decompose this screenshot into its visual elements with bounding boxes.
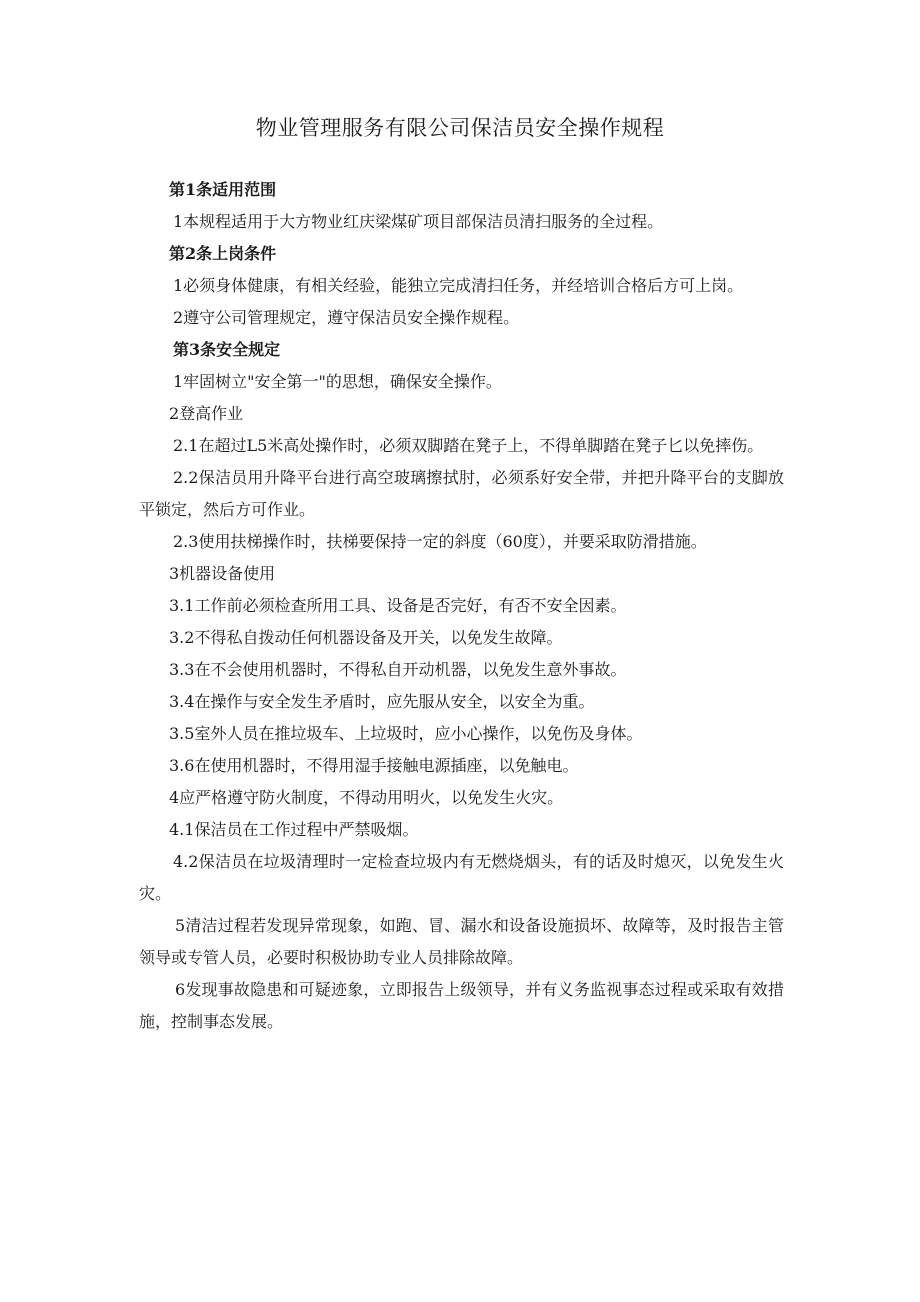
section-3-item-4: 4应严格遵守防火制度，不得动用明火，以免发生火灾。 bbox=[169, 788, 564, 807]
section-3-item-3-6: 3.6在使用机器时，不得用湿手接触电源插座，以免触电。 bbox=[169, 756, 579, 775]
section-3-item-2-1: 2.1在超过L5米高处操作时，必须双脚踏在凳子上，不得单脚踏在凳子匕以免摔伤。 bbox=[173, 436, 764, 455]
document-title: 物业管理服务有限公司保洁员安全操作规程 bbox=[255, 116, 665, 140]
section-3-item-4-1: 4.1保洁员在工作过程中严禁吸烟。 bbox=[169, 820, 419, 839]
section-3-heading: 第3条安全规定 bbox=[173, 340, 281, 359]
section-3-item-3-3: 3.3在不会使用机器时，不得私自开动机器，以免发生意外事故。 bbox=[169, 660, 627, 679]
document-body bbox=[139, 174, 784, 1038]
section-2-item-1: 1必须身体健康，有相关经验，能独立完成清扫任务，并经培训合格后方可上岗。 bbox=[173, 276, 744, 295]
section-3-item-5: 5清洁过程若发现异常现象，如跑、冒、漏水和设备设施损坏、故障等，及时报告主管领导或专管人员，必要时积极协助专业人员排除故障。 bbox=[139, 916, 784, 967]
section-3-item-3-4: 3.4在操作与安全发生矛盾时，应先服从安全，以安全为重。 bbox=[169, 692, 595, 711]
section-3-item-3-1: 3.1工作前必须检查所用工具、设备是否完好，有否不安全因素。 bbox=[169, 596, 627, 615]
section-3-item-2: 2登高作业 bbox=[169, 404, 244, 423]
section-3-item-3-5: 3.5室外人员在推垃圾车、上垃圾时，应小心操作，以免伤及身体。 bbox=[169, 724, 643, 743]
section-3-item-1: 1牢固树立"安全第一"的思想，确保安全操作。 bbox=[173, 372, 502, 391]
section-3-item-3-2: 3.2不得私自拨动任何机器设备及开关，以免发生故障。 bbox=[169, 628, 563, 647]
section-3-item-2-3: 2.3使用扶梯操作时，扶梯要保持一定的斜度（60度），并要采取防滑措施。 bbox=[173, 532, 707, 551]
section-3-item-2-2: 2.2保洁员用升降平台进行高空玻璃擦拭肘，必须系好安全带，并把升降平台的支脚放平锁定，然后方可作业。 bbox=[139, 468, 784, 519]
section-1-heading: 第1条适用范围 bbox=[169, 180, 277, 199]
section-3-item-4-2: 4.2保洁员在垃圾清理时一定检查垃圾内有无燃烧烟头，有的话及时熄灭，以免发生火灾。 bbox=[139, 852, 784, 903]
section-2-item-2: 2遵守公司管理规定，遵守保洁员安全操作规程。 bbox=[173, 308, 520, 327]
section-1-item-1: 1本规程适用于大方物业红庆梁煤矿项目部保洁员清扫服务的全过程。 bbox=[173, 212, 664, 231]
section-3-item-6: 6发现事故隐患和可疑迹象，立即报告上级领导，并有义务监视事态过程或采取有效措施，控制事态发展。 bbox=[139, 980, 784, 1031]
section-2-heading: 第2条上岗条件 bbox=[169, 244, 277, 263]
section-3-item-3: 3机器设备使用 bbox=[169, 564, 276, 583]
